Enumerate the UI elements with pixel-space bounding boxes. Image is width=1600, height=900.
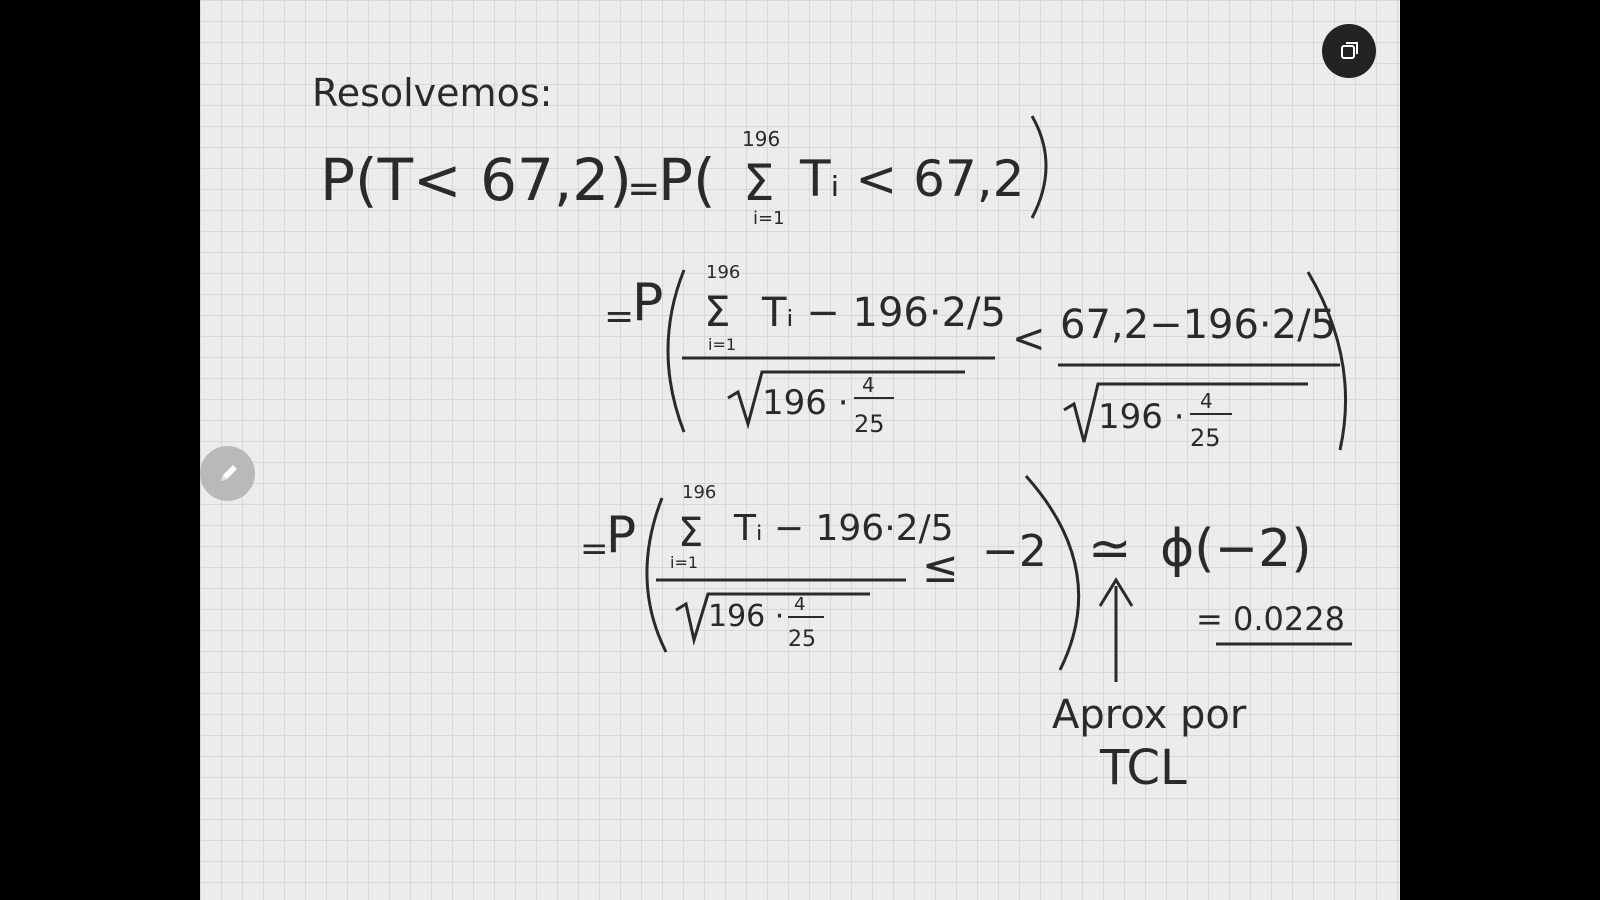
- line2-radicand-right: 196 ·: [1098, 397, 1185, 437]
- line2-frac-num-right: 4: [1200, 389, 1213, 413]
- line2-numerator-left: Tᵢ − 196·2/5: [762, 290, 1006, 336]
- math-canvas: [200, 0, 1400, 900]
- line3-phi: ϕ(−2): [1160, 519, 1312, 579]
- note-tcl: TCL: [1100, 740, 1187, 796]
- line1-sum-top: 196: [742, 127, 781, 151]
- line2-sum-bottom: i=1: [708, 335, 737, 354]
- line2-frac-num-left: 4: [862, 373, 875, 397]
- line1-equals: =: [627, 166, 661, 212]
- line2-frac-den-right: 25: [1190, 424, 1221, 452]
- line3-leq: ≤: [922, 542, 959, 593]
- line3-radicand: 196 ·: [708, 599, 785, 634]
- line3-sum-top: 196: [682, 482, 717, 503]
- line2-p: P: [632, 273, 664, 333]
- line3-approx: ≃: [1088, 519, 1132, 579]
- line3-equals: =: [580, 529, 609, 569]
- title-text: Resolvemos:: [312, 71, 553, 115]
- line1-lhs: P(T< 67,2): [320, 146, 632, 214]
- line3-rhs: −2: [982, 526, 1047, 577]
- line3-paren-open: [647, 498, 666, 652]
- line2-paren-close: [1308, 272, 1346, 450]
- line2-frac-den-left: 25: [854, 410, 885, 438]
- pencil-icon: [215, 461, 241, 487]
- expand-icon: [1337, 39, 1361, 63]
- line3-frac-den: 25: [788, 627, 816, 652]
- line2-sum-top: 196: [706, 262, 741, 283]
- line2-radicand-left: 196 ·: [762, 383, 849, 423]
- line3-sum-bottom: i=1: [670, 553, 699, 572]
- line1-sum-bottom: i=1: [753, 208, 785, 229]
- line3-numerator: Tᵢ − 196·2/5: [734, 508, 954, 549]
- line1-sum-symbol: Σ: [743, 154, 775, 212]
- line2-equals: =: [604, 296, 635, 337]
- line1-big-paren-close: [1032, 116, 1046, 218]
- note-aprox-por: Aprox por: [1052, 692, 1247, 738]
- result-value: = 0.0228: [1196, 600, 1345, 638]
- line3-sum-symbol: Σ: [678, 510, 704, 556]
- line2-less-than: <: [1012, 316, 1046, 362]
- line2-numerator-right: 67,2−196·2/5: [1060, 302, 1337, 348]
- notebook-page: [200, 0, 1400, 900]
- line3-frac-num: 4: [794, 594, 806, 615]
- line2-paren-open: [668, 270, 684, 432]
- line3-p: P: [606, 506, 637, 564]
- pencil-button[interactable]: [200, 446, 255, 501]
- line1-p-open: P(: [658, 146, 716, 214]
- line2-sum-symbol: Σ: [704, 287, 731, 336]
- line1-term: Tᵢ < 67,2: [800, 150, 1025, 208]
- expand-button[interactable]: [1322, 24, 1376, 78]
